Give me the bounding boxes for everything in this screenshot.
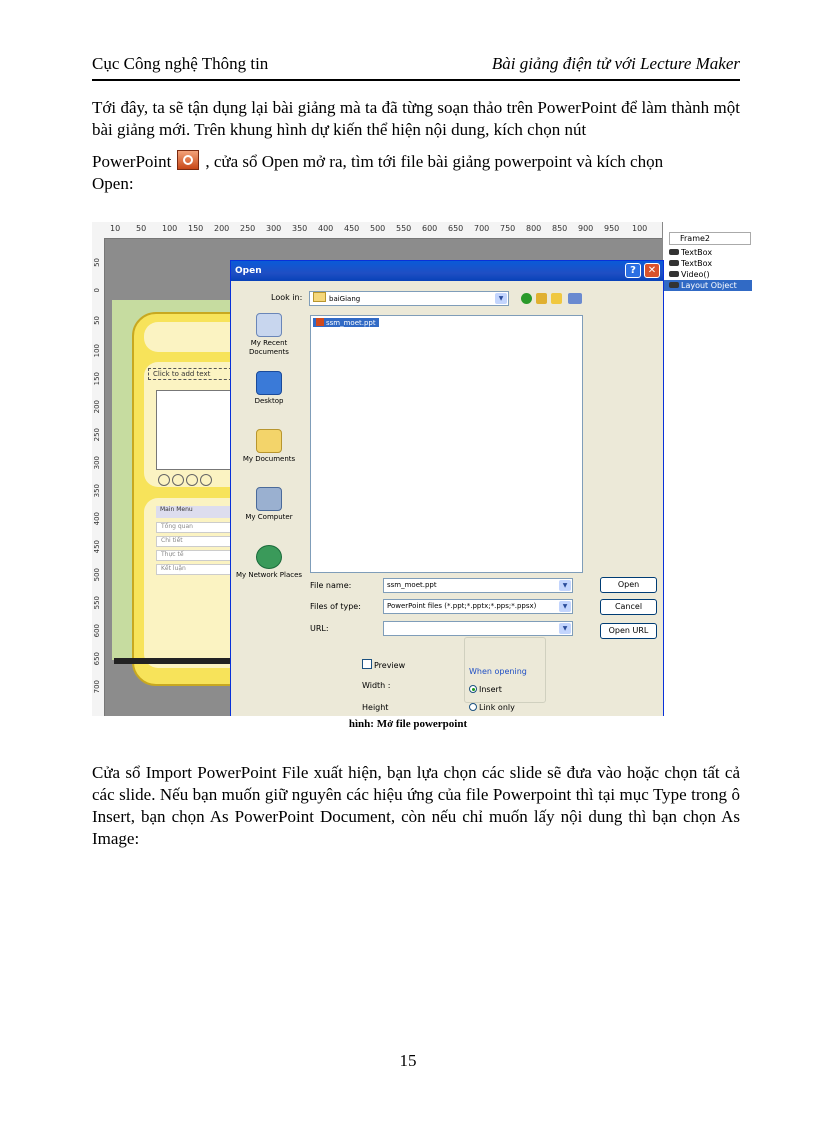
up-folder-icon[interactable]	[536, 293, 547, 304]
import-line-4: lấy nội dung thì bạn chọn As Image:	[92, 807, 741, 848]
object-icon	[669, 271, 679, 277]
ruler-top-tick: 250	[240, 224, 256, 233]
ruler-left-tick: 150	[93, 372, 101, 386]
file-list[interactable]	[310, 315, 583, 573]
ruler-top-tick: 450	[344, 224, 360, 233]
link-only-radio[interactable]	[469, 703, 515, 712]
place-recent[interactable]	[235, 313, 303, 357]
ruler-top-tick: 500	[370, 224, 386, 233]
ruler-top-tick: 150	[188, 224, 204, 233]
file-name-value: ssm_moet.ppt	[387, 581, 437, 589]
stop-control-icon[interactable]	[186, 474, 198, 486]
checkbox-icon	[362, 659, 372, 669]
header-rule	[92, 79, 740, 81]
place-label: My Network Places	[235, 571, 303, 579]
ruler-top-tick: 700	[474, 224, 490, 233]
menu-item[interactable]: Chi tiết	[156, 536, 316, 547]
files-of-type-select[interactable]	[383, 599, 573, 614]
ruler-left-tick: 250	[93, 428, 101, 442]
ruler-top-tick: 350	[292, 224, 308, 233]
open-url-button[interactable]: Open URL	[600, 623, 657, 639]
object-label: Layout Object	[681, 281, 737, 290]
ruler-top-tick: 850	[552, 224, 568, 233]
ruler-top-tick: 100	[162, 224, 178, 233]
cancel-button[interactable]: Cancel	[600, 599, 657, 615]
file-item-name: ssm_moet.ppt	[326, 319, 376, 327]
ruler-left-tick: 450	[93, 540, 101, 554]
import-paragraph	[92, 762, 740, 850]
screenshot-figure	[92, 222, 752, 716]
radio-selected-icon	[469, 685, 477, 693]
chevron-down-icon[interactable]: ▼	[559, 623, 571, 634]
ppt-file-icon	[316, 318, 324, 326]
width-label: Width :	[362, 681, 391, 690]
click-to-add-text[interactable]: Click to add text	[148, 368, 328, 380]
place-my-computer[interactable]	[235, 487, 303, 522]
import-line-2: chọn tất cả các slide. Nếu bạn muốn giữ nguyên các hiệu ứng của file Powerpoint thì	[92, 763, 740, 804]
views-menu-icon[interactable]	[568, 293, 582, 304]
chevron-down-icon[interactable]: ▼	[559, 601, 571, 612]
insert-label: Insert	[479, 685, 502, 694]
ruler-left-tick: 50	[93, 316, 101, 325]
look-in-label: Look in:	[271, 293, 303, 302]
import-line-3: tại mục Type trong ô Insert, bạn chọn As PowerPoint Document, còn nếu chỉ muốn	[92, 785, 740, 826]
figure-caption: hình: Mở file powerpoint	[348, 718, 468, 730]
place-label: My Recent Documents	[249, 339, 289, 356]
ruler-top-tick: 400	[318, 224, 334, 233]
intro-line-3b: , cửa sổ Open mở ra, tìm tới file bài giảng powerpoint và kích chọn	[205, 152, 664, 171]
place-label: My Computer	[245, 513, 293, 521]
object-item-selected[interactable]	[663, 280, 752, 291]
back-icon[interactable]	[521, 293, 532, 304]
files-of-type-value: PowerPoint files (*.ppt;*.pptx;*.pps;*.ppsx)	[387, 602, 537, 610]
url-label: URL:	[310, 624, 329, 633]
ruler-top-tick: 100	[632, 224, 648, 233]
pause-control-icon[interactable]	[172, 474, 184, 486]
place-label: Desktop	[254, 397, 284, 405]
ruler-top-tick: 300	[266, 224, 282, 233]
ruler-left-tick: 0	[93, 288, 101, 293]
height-label: Height	[362, 703, 389, 712]
object-icon	[669, 260, 679, 266]
file-name-label: File name:	[310, 581, 352, 590]
when-opening-label: When opening	[469, 667, 527, 676]
ruler-top	[92, 222, 662, 239]
ruler-top-tick: 750	[500, 224, 516, 233]
ruler-left-tick: 300	[93, 456, 101, 470]
new-folder-icon[interactable]	[551, 293, 562, 304]
powerpoint-icon	[177, 150, 199, 170]
header-right: Bài giảng điện tử với Lecture Maker	[491, 54, 740, 73]
page-number: 15	[399, 1051, 417, 1070]
places-bar	[235, 313, 303, 609]
object-item[interactable]	[663, 247, 752, 258]
place-label: My Documents	[242, 455, 296, 463]
place-my-documents[interactable]	[235, 429, 303, 464]
object-panel	[662, 222, 752, 716]
ruler-top-tick: 950	[604, 224, 620, 233]
ruler-left-tick: 550	[93, 596, 101, 610]
ruler-top-tick: 800	[526, 224, 542, 233]
file-name-input[interactable]	[383, 578, 573, 593]
object-label: TextBox	[681, 259, 713, 268]
dialog-titlebar[interactable]	[231, 261, 663, 281]
ruler-left-tick: 350	[93, 484, 101, 498]
ruler-top-tick: 550	[396, 224, 412, 233]
ruler-top-tick: 10	[110, 224, 121, 233]
place-network[interactable]	[235, 545, 303, 580]
intro-line-3	[92, 150, 740, 173]
ruler-top-tick: 600	[422, 224, 438, 233]
chevron-down-icon[interactable]: ▼	[495, 293, 507, 304]
place-desktop[interactable]	[235, 371, 303, 406]
look-in-select[interactable]	[309, 291, 509, 306]
ruler-left-tick: 650	[93, 652, 101, 666]
close-button[interactable]: ✕	[644, 263, 660, 278]
header-left: Cục Công nghệ Thông tin	[92, 54, 269, 73]
intro-paragraph	[92, 97, 740, 195]
look-in-value: baiGiang	[329, 295, 361, 303]
ruler-left-tick: 200	[93, 400, 101, 414]
my-documents-icon	[256, 429, 282, 453]
object-icon	[669, 282, 679, 288]
chevron-down-icon[interactable]: ▼	[559, 580, 571, 591]
ruler-left-tick: 700	[93, 680, 101, 694]
intro-line-2: thành một bài giảng mới. Trên khung hình dự kiến thể hiện nội dung, kích chọn nút	[92, 98, 740, 139]
menu-item[interactable]: Tổng quan	[156, 522, 316, 533]
object-icon	[669, 249, 679, 255]
files-of-type-label: Files of type:	[310, 602, 361, 611]
ruler-top-tick: 650	[448, 224, 464, 233]
dialog-title: Open	[235, 266, 262, 276]
object-label: Video()	[681, 270, 710, 279]
folder-icon	[313, 292, 326, 302]
volume-control-icon[interactable]	[200, 474, 212, 486]
ruler-top-tick: 200	[214, 224, 230, 233]
ruler-left-tick: 500	[93, 568, 101, 582]
my-computer-icon	[256, 487, 282, 511]
ruler-top-tick: 900	[578, 224, 594, 233]
ruler-left-tick: 600	[93, 624, 101, 638]
network-places-icon	[256, 545, 282, 569]
file-item[interactable]	[313, 318, 379, 327]
import-line-1: Cửa sổ Import PowerPoint File xuất hiện, bạn lựa chọn các slide sẽ đưa vào hoặc	[92, 763, 660, 782]
link-only-label: Link only	[479, 703, 515, 712]
preview-checkbox[interactable]	[362, 659, 405, 670]
ruler-left-tick: 50	[93, 258, 101, 267]
play-control-icon[interactable]	[158, 474, 170, 486]
intro-line-3a: PowerPoint	[92, 152, 172, 171]
insert-radio[interactable]	[469, 685, 502, 694]
object-label: TextBox	[681, 248, 713, 257]
ruler-left-tick: 100	[93, 344, 101, 358]
help-button[interactable]: ?	[625, 263, 641, 278]
open-dialog	[230, 260, 664, 716]
ruler-left	[92, 238, 105, 716]
recent-documents-icon	[256, 313, 282, 337]
object-panel-title: Frame2	[669, 232, 751, 245]
ruler-left-tick: 400	[93, 512, 101, 526]
intro-line-4: Open:	[92, 174, 134, 193]
object-item[interactable]	[663, 258, 752, 269]
menu-item[interactable]: Kết luận	[156, 564, 316, 575]
url-input[interactable]	[383, 621, 573, 636]
intro-line-1: Tới đây, ta sẽ tận dụng lại bài giảng mà ta đã từng soạn thảo trên PowerPoint để làm	[92, 98, 668, 117]
preview-label: Preview	[374, 661, 406, 670]
open-button[interactable]: Open	[600, 577, 657, 593]
menu-item[interactable]: Thực tế	[156, 550, 316, 561]
radio-icon	[469, 703, 477, 711]
ruler-top-tick: 50	[136, 224, 147, 233]
menu-heading: Main Menu	[156, 506, 320, 518]
object-item[interactable]	[663, 269, 752, 280]
desktop-icon	[256, 371, 282, 395]
